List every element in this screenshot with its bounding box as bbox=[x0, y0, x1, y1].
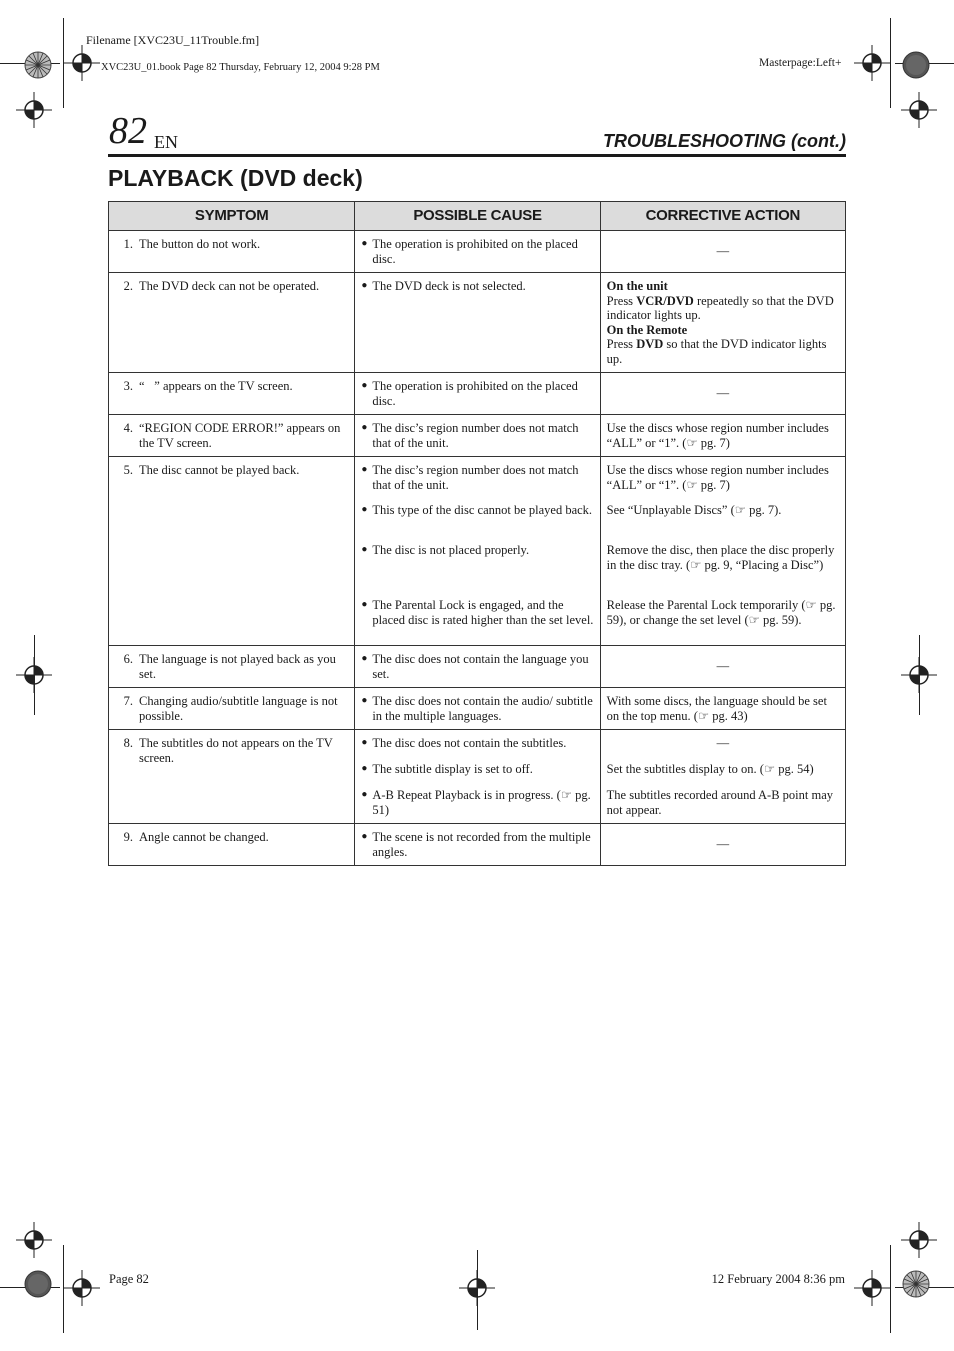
action-cell: — bbox=[600, 231, 845, 273]
symptom-cell bbox=[109, 646, 355, 688]
symptom-text: The DVD deck can not be operated. bbox=[139, 279, 320, 293]
table-row bbox=[109, 457, 846, 646]
row-number: 8. bbox=[123, 736, 133, 750]
cause-cell bbox=[355, 824, 600, 866]
cause-text: This type of the disc cannot be played back. bbox=[372, 503, 593, 517]
action-cell: With some discs, the language should be set on the top menu. (☞ pg. 43) bbox=[600, 688, 845, 730]
section-title: TROUBLESHOOTING (cont.) bbox=[603, 131, 846, 151]
action-text: Press bbox=[606, 293, 637, 308]
cause-cell bbox=[355, 457, 600, 646]
table-row bbox=[109, 646, 846, 688]
table-row bbox=[109, 273, 846, 373]
cause-text: The disc does not contain the audio/ subtitle in the multiple languages. bbox=[372, 694, 593, 723]
bullet-icon: ● bbox=[361, 763, 368, 774]
row-number: 5. bbox=[123, 463, 133, 477]
cause-cell bbox=[355, 273, 600, 373]
action-unit-label: On the unit bbox=[606, 279, 668, 293]
bullet-icon: ● bbox=[361, 380, 368, 391]
symptom-cell bbox=[109, 824, 355, 866]
action-remote-text bbox=[607, 337, 839, 366]
footer-date: 12 February 2004 8:36 pm bbox=[711, 1272, 845, 1286]
row-number: 1. bbox=[123, 237, 133, 251]
action-text: The subtitles recorded around A-B point may not appear. bbox=[606, 788, 833, 817]
registration-mark-icon bbox=[16, 1222, 52, 1258]
cause-cell bbox=[355, 730, 600, 824]
symptom-text: “⃠” appears on the TV screen. bbox=[139, 379, 293, 393]
header-book-info: XVC23U_01.book Page 82 Thursday, February 12, 2004 9:28 PM bbox=[101, 62, 380, 73]
symptom-cell bbox=[109, 730, 355, 824]
bullet-icon: ● bbox=[361, 238, 368, 249]
page-language: EN bbox=[154, 132, 178, 152]
symptom-cell bbox=[109, 273, 355, 373]
color-wheel-icon bbox=[24, 51, 52, 79]
symptom-text: The subtitles do not appears on the TV screen. bbox=[139, 736, 333, 765]
symptom-text: The disc cannot be played back. bbox=[139, 463, 300, 477]
cause-text: The disc’s region number does not match that of the unit. bbox=[372, 463, 579, 492]
symptom-cell bbox=[109, 373, 355, 415]
action-text: Set the subtitles display to on. (☞ pg. 54) bbox=[606, 762, 814, 776]
cause-cell bbox=[355, 373, 600, 415]
registration-mark-icon bbox=[901, 1222, 937, 1258]
header-filename: Filename [XVC23U_11Trouble.fm] bbox=[86, 33, 260, 47]
cause-text: The scene is not recorded from the multiple angles. bbox=[372, 830, 591, 859]
bullet-icon: ● bbox=[361, 504, 368, 515]
action-cell: Use the discs whose region number includes “ALL” or “1”. (☞ pg. 7) bbox=[600, 415, 845, 457]
action-text: so that the DVD indicator lights up. bbox=[606, 337, 827, 366]
vcr-dvd-key: VCR/DVD bbox=[636, 293, 694, 308]
bullet-icon: ● bbox=[361, 653, 368, 664]
symptom-cell bbox=[109, 231, 355, 273]
bullet-icon: ● bbox=[361, 599, 368, 610]
action-cell bbox=[600, 730, 845, 824]
action-dash: — bbox=[716, 736, 730, 750]
symptom-text: The button do not work. bbox=[139, 237, 261, 251]
registration-mark-icon bbox=[854, 1270, 890, 1306]
cause-text: The Parental Lock is engaged, and the placed disc is rated higher than the set level. bbox=[372, 598, 594, 627]
row-number: 4. bbox=[123, 421, 133, 435]
cause-text: The disc does not contain the subtitles. bbox=[372, 736, 567, 750]
action-text: Press bbox=[606, 337, 637, 351]
table-row bbox=[109, 730, 846, 824]
bullet-icon: ● bbox=[361, 737, 368, 748]
action-text: Release the Parental Lock temporarily (☞ pg. 59), or change the set level (☞ pg. 59). bbox=[606, 598, 836, 627]
header-corrective-action: CORRECTIVE ACTION bbox=[600, 202, 845, 231]
registration-mark-icon bbox=[64, 1270, 100, 1306]
header-possible-cause: POSSIBLE CAUSE bbox=[355, 202, 600, 231]
header-masterpage: Masterpage:Left+ bbox=[759, 57, 842, 69]
cause-cell bbox=[355, 688, 600, 730]
bullet-icon: ● bbox=[361, 544, 368, 555]
bullet-icon: ● bbox=[361, 280, 368, 291]
bullet-icon: ● bbox=[361, 831, 368, 842]
cause-text: A-B Repeat Playback is in progress. (☞ pg. 51) bbox=[372, 788, 591, 817]
symptom-text: Changing audio/subtitle language is not possible. bbox=[139, 694, 338, 723]
symptom-text: Angle cannot be changed. bbox=[139, 830, 269, 844]
action-remote-label: On the Remote bbox=[606, 322, 688, 337]
action-text: Use the discs whose region number includes “ALL” or “1”. (☞ pg. 7) bbox=[606, 463, 829, 492]
table-row bbox=[109, 824, 846, 866]
row-number: 2. bbox=[123, 279, 133, 293]
registration-mark-icon bbox=[64, 45, 100, 81]
symptom-cell bbox=[109, 457, 355, 646]
cause-text: The subtitle display is set to off. bbox=[372, 762, 533, 776]
gray-disc-icon bbox=[24, 1270, 52, 1298]
table-header-row bbox=[109, 202, 846, 231]
action-text: repeatedly so that the DVD indicator lights up. bbox=[606, 293, 834, 322]
row-number: 9. bbox=[123, 830, 133, 844]
registration-mark-icon bbox=[16, 657, 52, 693]
title-rule bbox=[108, 154, 846, 157]
cause-text: The disc is not placed properly. bbox=[372, 543, 530, 557]
action-cell: — bbox=[600, 646, 845, 688]
page-heading: PLAYBACK (DVD deck) bbox=[108, 165, 363, 191]
cause-cell bbox=[355, 646, 600, 688]
table-row bbox=[109, 373, 846, 415]
bullet-icon: ● bbox=[361, 789, 368, 800]
table-row bbox=[109, 415, 846, 457]
cause-text: The operation is prohibited on the placed disc. bbox=[372, 237, 578, 266]
symptom-text: The language is not played back as you set. bbox=[139, 652, 336, 681]
gray-disc-icon bbox=[902, 51, 930, 79]
row-number: 7. bbox=[123, 694, 133, 708]
action-cell bbox=[600, 457, 845, 646]
action-cell bbox=[600, 273, 845, 373]
bullet-icon: ● bbox=[361, 695, 368, 706]
registration-mark-icon bbox=[901, 657, 937, 693]
action-text: Remove the disc, then place the disc properly in the disc tray. (☞ pg. 9, “Placing a Disc”) bbox=[606, 543, 835, 572]
action-cell: — bbox=[600, 373, 845, 415]
registration-mark-icon bbox=[459, 1270, 495, 1306]
color-wheel-icon bbox=[902, 1270, 930, 1298]
table-row bbox=[109, 231, 846, 273]
cause-cell bbox=[355, 231, 600, 273]
symptom-cell bbox=[109, 688, 355, 730]
cause-text: The operation is prohibited on the placed disc. bbox=[372, 379, 578, 408]
header-symptom: SYMPTOM bbox=[109, 202, 355, 231]
cause-text: The disc does not contain the language you set. bbox=[372, 652, 589, 681]
action-text: See “Unplayable Discs” (☞ pg. 7). bbox=[606, 503, 782, 517]
symptom-cell bbox=[109, 415, 355, 457]
footer-page-label: Page 82 bbox=[109, 1272, 149, 1286]
action-unit-text bbox=[607, 294, 839, 323]
row-number: 6. bbox=[123, 652, 133, 666]
registration-mark-icon bbox=[901, 92, 937, 128]
troubleshooting-table bbox=[108, 201, 846, 866]
cause-text: The DVD deck is not selected. bbox=[372, 279, 526, 293]
symptom-text: “REGION CODE ERROR!” appears on the TV screen. bbox=[139, 421, 341, 450]
action-cell: — bbox=[600, 824, 845, 866]
cause-cell bbox=[355, 415, 600, 457]
row-number: 3. bbox=[123, 379, 133, 393]
cause-text: The disc’s region number does not match that of the unit. bbox=[372, 421, 579, 450]
table-row bbox=[109, 688, 846, 730]
bullet-icon: ● bbox=[361, 422, 368, 433]
registration-mark-icon bbox=[854, 45, 890, 81]
dvd-key: DVD bbox=[636, 337, 664, 351]
page-number: 82 bbox=[109, 110, 147, 152]
registration-mark-icon bbox=[16, 92, 52, 128]
bullet-icon: ● bbox=[361, 464, 368, 475]
